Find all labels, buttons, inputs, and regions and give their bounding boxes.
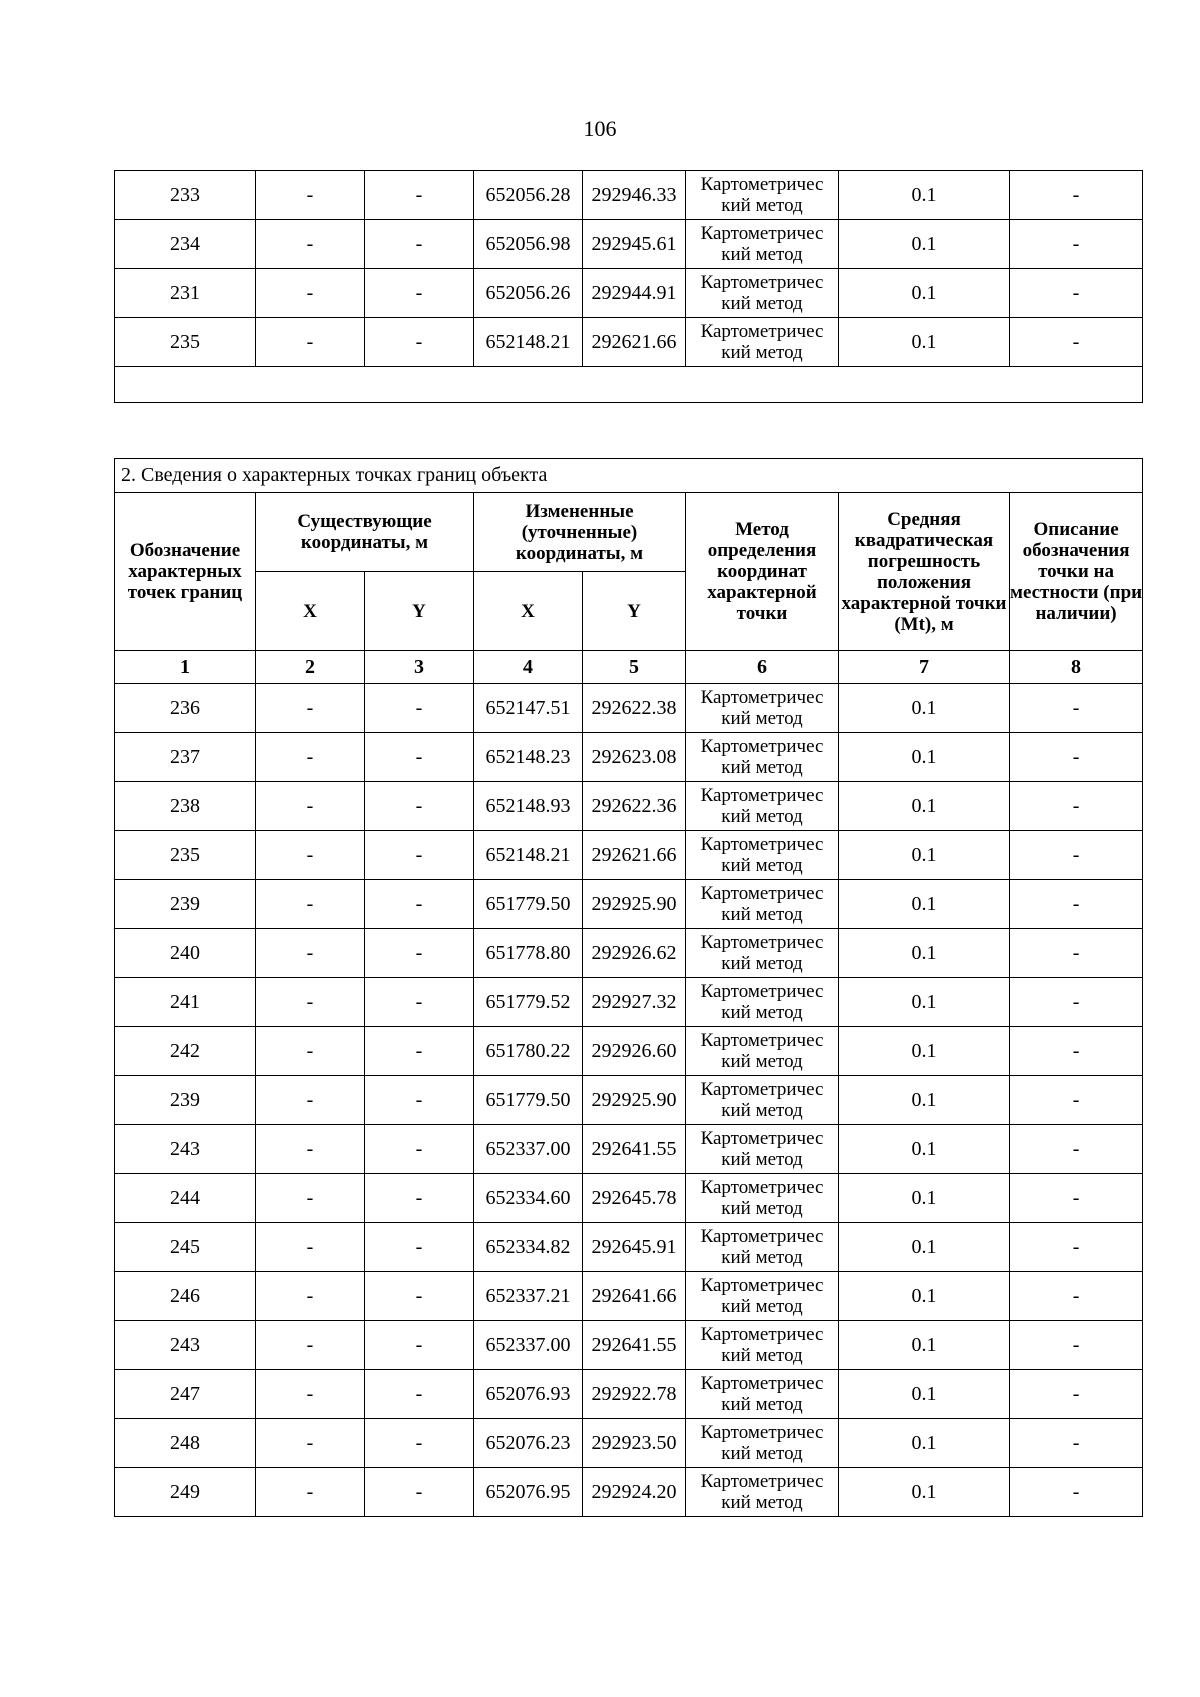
method-cell: Картометричес кий метод [686, 1174, 839, 1223]
changed-y-cell: 292924.20 [583, 1468, 686, 1517]
error-cell: 0.1 [839, 1468, 1010, 1517]
existing-y-cell: - [365, 1272, 474, 1321]
error-cell: 0.1 [839, 269, 1010, 318]
existing-y-cell: - [365, 318, 474, 367]
error-cell: 0.1 [839, 318, 1010, 367]
existing-x-cell: - [256, 1419, 365, 1468]
existing-y-cell: - [365, 1125, 474, 1174]
header-changed-coordinates: Измененные (уточненные) координаты, м [474, 493, 686, 572]
point-number-cell: 237 [115, 733, 256, 782]
description-cell: - [1010, 1125, 1143, 1174]
method-cell: Картометричес кий метод [686, 831, 839, 880]
changed-y-cell: 292622.36 [583, 782, 686, 831]
boundary-points-body [115, 684, 1143, 1517]
page-number: 106 [583, 116, 617, 141]
existing-x-cell: - [256, 1321, 365, 1370]
method-cell: Картометричес кий метод [686, 1272, 839, 1321]
table-row [115, 1027, 1143, 1076]
existing-y-cell: - [365, 171, 474, 220]
column-number: 6 [686, 651, 839, 684]
changed-y-cell: 292926.60 [583, 1027, 686, 1076]
point-number-cell: 240 [115, 929, 256, 978]
table-row [115, 929, 1143, 978]
method-cell: Картометричес кий метод [686, 684, 839, 733]
existing-x-cell: - [256, 1174, 365, 1223]
table-row [115, 1468, 1143, 1517]
existing-x-cell: - [256, 929, 365, 978]
changed-x-cell: 652148.23 [474, 733, 583, 782]
changed-x-cell: 652334.60 [474, 1174, 583, 1223]
error-cell: 0.1 [839, 171, 1010, 220]
point-number-cell: 239 [115, 880, 256, 929]
changed-y-cell: 292927.32 [583, 978, 686, 1027]
point-number-cell: 245 [115, 1223, 256, 1272]
column-number: 4 [474, 651, 583, 684]
changed-y-cell: 292622.38 [583, 684, 686, 733]
error-cell: 0.1 [839, 733, 1010, 782]
changed-y-cell: 292925.90 [583, 880, 686, 929]
error-cell: 0.1 [839, 1272, 1010, 1321]
description-cell: - [1010, 684, 1143, 733]
table-row [115, 684, 1143, 733]
error-cell: 0.1 [839, 684, 1010, 733]
description-cell: - [1010, 978, 1143, 1027]
existing-x-cell: - [256, 684, 365, 733]
description-cell: - [1010, 1468, 1143, 1517]
changed-y-cell: 292922.78 [583, 1370, 686, 1419]
changed-x-cell: 651780.22 [474, 1027, 583, 1076]
changed-x-cell: 652148.93 [474, 782, 583, 831]
method-cell: Картометричес кий метод [686, 1419, 839, 1468]
error-cell: 0.1 [839, 978, 1010, 1027]
existing-y-cell: - [365, 269, 474, 318]
changed-y-cell: 292621.66 [583, 318, 686, 367]
description-cell: - [1010, 1370, 1143, 1419]
table-row [115, 171, 1143, 220]
error-cell: 0.1 [839, 831, 1010, 880]
column-number: 3 [365, 651, 474, 684]
header-changed-x: X [474, 572, 583, 651]
existing-y-cell: - [365, 220, 474, 269]
changed-x-cell: 652056.26 [474, 269, 583, 318]
point-number-cell: 247 [115, 1370, 256, 1419]
changed-y-cell: 292926.62 [583, 929, 686, 978]
changed-y-cell: 292944.91 [583, 269, 686, 318]
method-cell: Картометричес кий метод [686, 1468, 839, 1517]
point-number-cell: 249 [115, 1468, 256, 1517]
changed-y-cell: 292641.55 [583, 1321, 686, 1370]
point-number-cell: 244 [115, 1174, 256, 1223]
description-cell: - [1010, 269, 1143, 318]
description-cell: - [1010, 733, 1143, 782]
existing-x-cell: - [256, 1370, 365, 1419]
changed-y-cell: 292645.91 [583, 1223, 686, 1272]
header-row [115, 493, 1143, 572]
header-existing-x: X [256, 572, 365, 651]
point-number-cell: 236 [115, 684, 256, 733]
error-cell: 0.1 [839, 929, 1010, 978]
description-cell: - [1010, 929, 1143, 978]
existing-x-cell: - [256, 831, 365, 880]
point-number-cell: 235 [115, 318, 256, 367]
description-cell: - [1010, 1076, 1143, 1125]
changed-y-cell: 292621.66 [583, 831, 686, 880]
changed-y-cell: 292923.50 [583, 1419, 686, 1468]
changed-x-cell: 651778.80 [474, 929, 583, 978]
table-row [115, 978, 1143, 1027]
existing-y-cell: - [365, 1370, 474, 1419]
method-cell: Картометричес кий метод [686, 880, 839, 929]
table-row [115, 1223, 1143, 1272]
existing-y-cell: - [365, 1468, 474, 1517]
changed-x-cell: 652337.00 [474, 1321, 583, 1370]
header-existing-y: Y [365, 572, 474, 651]
changed-x-cell: 652076.93 [474, 1370, 583, 1419]
table-row [115, 1321, 1143, 1370]
error-cell: 0.1 [839, 1174, 1010, 1223]
existing-y-cell: - [365, 978, 474, 1027]
changed-y-cell: 292645.78 [583, 1174, 686, 1223]
table-row [115, 1076, 1143, 1125]
point-number-cell: 242 [115, 1027, 256, 1076]
existing-x-cell: - [256, 978, 365, 1027]
column-number: 2 [256, 651, 365, 684]
table-row [115, 318, 1143, 367]
table-row [115, 782, 1143, 831]
description-cell: - [1010, 220, 1143, 269]
description-cell: - [1010, 1321, 1143, 1370]
existing-x-cell: - [256, 1272, 365, 1321]
header-error: Средняя квадратическая погрешность положения характерной точки (Mt), м [839, 493, 1010, 651]
changed-x-cell: 652337.21 [474, 1272, 583, 1321]
point-number-cell: 231 [115, 269, 256, 318]
changed-x-cell: 651779.50 [474, 880, 583, 929]
description-cell: - [1010, 1027, 1143, 1076]
header-designation: Обозначение характерных точек границ [115, 493, 256, 651]
method-cell: Картометричес кий метод [686, 1321, 839, 1370]
table-row [115, 1272, 1143, 1321]
description-cell: - [1010, 318, 1143, 367]
table-row [115, 1419, 1143, 1468]
existing-y-cell: - [365, 782, 474, 831]
point-number-cell: 243 [115, 1321, 256, 1370]
point-number-cell: 246 [115, 1272, 256, 1321]
description-cell: - [1010, 1419, 1143, 1468]
method-cell: Картометричес кий метод [686, 978, 839, 1027]
error-cell: 0.1 [839, 220, 1010, 269]
empty-row [115, 367, 1143, 403]
existing-y-cell: - [365, 929, 474, 978]
existing-y-cell: - [365, 1419, 474, 1468]
existing-x-cell: - [256, 733, 365, 782]
description-cell: - [1010, 1272, 1143, 1321]
point-number-cell: 238 [115, 782, 256, 831]
method-cell: Картометричес кий метод [686, 1076, 839, 1125]
method-cell: Картометричес кий метод [686, 1027, 839, 1076]
error-cell: 0.1 [839, 1076, 1010, 1125]
boundary-points-table [114, 458, 1143, 1517]
table-row [115, 1174, 1143, 1223]
table-caption-row [115, 459, 1143, 493]
column-number-row [115, 651, 1143, 684]
description-cell: - [1010, 880, 1143, 929]
existing-y-cell: - [365, 831, 474, 880]
description-cell: - [1010, 831, 1143, 880]
existing-x-cell: - [256, 782, 365, 831]
existing-x-cell: - [256, 269, 365, 318]
column-number: 8 [1010, 651, 1143, 684]
point-number-cell: 243 [115, 1125, 256, 1174]
continued-table [114, 170, 1143, 403]
method-cell: Картометричес кий метод [686, 220, 839, 269]
error-cell: 0.1 [839, 782, 1010, 831]
description-cell: - [1010, 1223, 1143, 1272]
header-method: Метод определения координат характерной точки [686, 493, 839, 651]
changed-x-cell: 652148.21 [474, 831, 583, 880]
changed-y-cell: 292945.61 [583, 220, 686, 269]
continued-table-body [115, 171, 1143, 367]
existing-x-cell: - [256, 1125, 365, 1174]
point-number-cell: 234 [115, 220, 256, 269]
existing-x-cell: - [256, 880, 365, 929]
existing-x-cell: - [256, 1027, 365, 1076]
existing-y-cell: - [365, 684, 474, 733]
method-cell: Картометричес кий метод [686, 1370, 839, 1419]
error-cell: 0.1 [839, 1370, 1010, 1419]
existing-y-cell: - [365, 1174, 474, 1223]
error-cell: 0.1 [839, 1125, 1010, 1174]
changed-x-cell: 652147.51 [474, 684, 583, 733]
existing-y-cell: - [365, 733, 474, 782]
existing-x-cell: - [256, 1223, 365, 1272]
existing-x-cell: - [256, 318, 365, 367]
column-number: 5 [583, 651, 686, 684]
existing-y-cell: - [365, 1223, 474, 1272]
header-description: Описание обозначения точки на местности (при наличии) [1010, 493, 1143, 651]
method-cell: Картометричес кий метод [686, 782, 839, 831]
changed-y-cell: 292946.33 [583, 171, 686, 220]
table-row [115, 733, 1143, 782]
existing-y-cell: - [365, 880, 474, 929]
changed-x-cell: 652148.21 [474, 318, 583, 367]
header-changed-y: Y [583, 572, 686, 651]
method-cell: Картометричес кий метод [686, 1125, 839, 1174]
changed-x-cell: 652334.82 [474, 1223, 583, 1272]
method-cell: Картометричес кий метод [686, 318, 839, 367]
empty-cell [115, 367, 1143, 403]
header-existing-coordinates: Существующие координаты, м [256, 493, 474, 572]
existing-y-cell: - [365, 1321, 474, 1370]
changed-y-cell: 292623.08 [583, 733, 686, 782]
point-number-cell: 233 [115, 171, 256, 220]
existing-x-cell: - [256, 1468, 365, 1517]
column-number: 1 [115, 651, 256, 684]
existing-y-cell: - [365, 1076, 474, 1125]
method-cell: Картометричес кий метод [686, 171, 839, 220]
table-row [115, 831, 1143, 880]
changed-y-cell: 292641.66 [583, 1272, 686, 1321]
changed-x-cell: 652337.00 [474, 1125, 583, 1174]
description-cell: - [1010, 1174, 1143, 1223]
error-cell: 0.1 [839, 1419, 1010, 1468]
error-cell: 0.1 [839, 1223, 1010, 1272]
error-cell: 0.1 [839, 1027, 1010, 1076]
changed-y-cell: 292641.55 [583, 1125, 686, 1174]
existing-y-cell: - [365, 1027, 474, 1076]
error-cell: 0.1 [839, 880, 1010, 929]
table-row [115, 1125, 1143, 1174]
table-row [115, 880, 1143, 929]
table-row [115, 269, 1143, 318]
existing-x-cell: - [256, 1076, 365, 1125]
method-cell: Картометричес кий метод [686, 1223, 839, 1272]
changed-y-cell: 292925.90 [583, 1076, 686, 1125]
changed-x-cell: 652076.95 [474, 1468, 583, 1517]
changed-x-cell: 652056.28 [474, 171, 583, 220]
changed-x-cell: 651779.50 [474, 1076, 583, 1125]
description-cell: - [1010, 782, 1143, 831]
existing-x-cell: - [256, 220, 365, 269]
table-row [115, 1370, 1143, 1419]
changed-x-cell: 651779.52 [474, 978, 583, 1027]
method-cell: Картометричес кий метод [686, 929, 839, 978]
point-number-cell: 235 [115, 831, 256, 880]
point-number-cell: 239 [115, 1076, 256, 1125]
changed-x-cell: 652076.23 [474, 1419, 583, 1468]
existing-x-cell: - [256, 171, 365, 220]
method-cell: Картометричес кий метод [686, 269, 839, 318]
table-row [115, 220, 1143, 269]
column-number: 7 [839, 651, 1010, 684]
point-number-cell: 248 [115, 1419, 256, 1468]
changed-x-cell: 652056.98 [474, 220, 583, 269]
description-cell: - [1010, 171, 1143, 220]
error-cell: 0.1 [839, 1321, 1010, 1370]
point-number-cell: 241 [115, 978, 256, 1027]
table-caption: 2. Сведения о характерных точках границ объекта [115, 459, 1143, 493]
method-cell: Картометричес кий метод [686, 733, 839, 782]
